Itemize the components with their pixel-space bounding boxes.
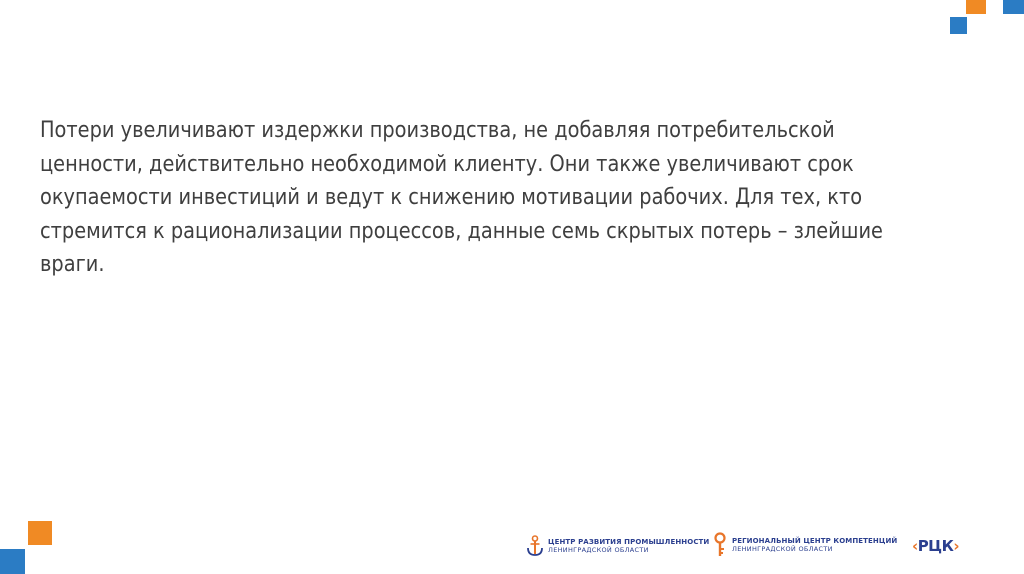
logo1-line2: ЛЕНИНГРАДСКОЙ ОБЛАСТИ — [548, 546, 649, 554]
logo3-right-bracket: › — [953, 537, 960, 555]
body-paragraph: Потери увеличивают издержки производства, не добавляя потребительской ценности, действительно необходимой клиенту. Они также увеличивают срок окупаемости инвестиций и ведут к снижению мотивации рабочих. Для тех, кто стремится к рационализации процессов, данные семь скрытых потерь – злейшие враги. — [40, 118, 883, 277]
logo-rck — [912, 537, 959, 555]
logo3-text: РЦК — [917, 537, 954, 555]
logo-industry-development-center — [526, 535, 709, 557]
decor-square-blue-top — [1003, 0, 1024, 14]
decor-square-orange-bottom — [28, 521, 52, 545]
decor-square-blue-right — [950, 17, 967, 34]
anchor-icon — [526, 535, 544, 557]
logo2-line1: РЕГИОНАЛЬНЫЙ ЦЕНТР КОМПЕТЕНЦИЙ — [732, 537, 898, 545]
decor-square-blue-bottom — [0, 549, 25, 574]
logo2-line2: ЛЕНИНГРАДСКОЙ ОБЛАСТИ — [732, 545, 833, 553]
logo3-left-bracket: ‹ — [912, 537, 918, 555]
logo1-line1: ЦЕНТР РАЗВИТИЯ ПРОМЫШЛЕННОСТИ — [548, 538, 710, 546]
decor-square-orange-top — [966, 0, 986, 14]
logo-regional-competence-center — [712, 532, 897, 558]
key-icon — [712, 532, 728, 558]
